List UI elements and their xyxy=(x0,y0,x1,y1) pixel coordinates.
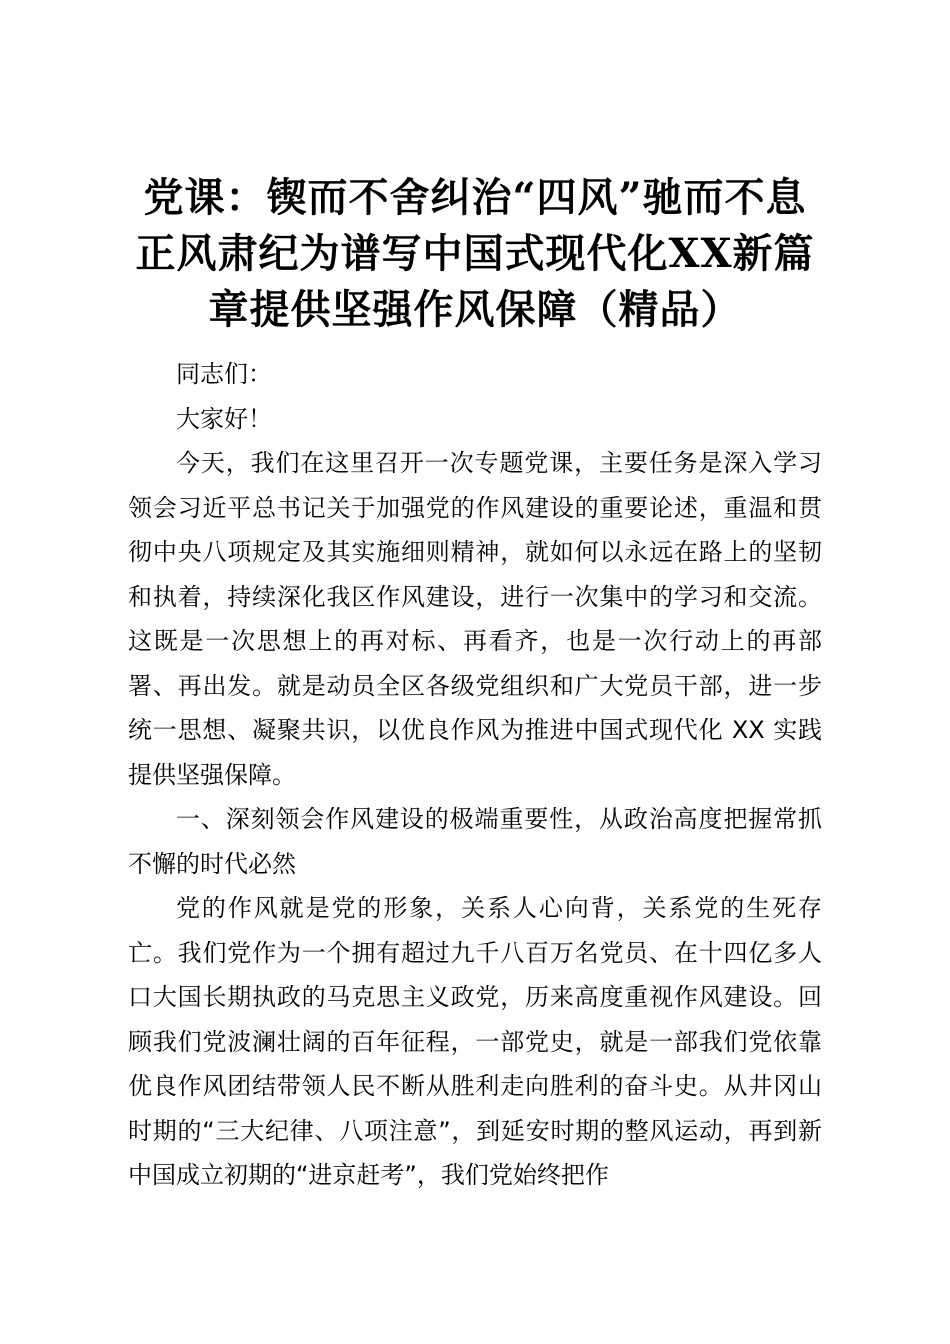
section-heading-1: 一、深刻领会作风建设的极端重要性，从政治高度把握常抓不懈的时代必然 xyxy=(128,805,822,878)
body-paragraph-intro: 今天，我们在这里召开一次专题党课，主要任务是深入学习领会习近平总书记关于加强党的作风建设的重要论述，重温和贯彻中央八项规定及其实施细则精神，就如何以永远在路上的坚韧和执着，持续深化我区作风建设，进行一次集中的学习和交流。这既是一次思想上的再对标、再看齐，也是一次行动上的再部署、再出发。就是动员全区各级党组织和广大党员干部，进一步统一思想、凝聚共识，以优良作风为推进中国式现代化 XX 实践提供坚强保障。 xyxy=(128,449,822,789)
greeting: 大家好！ xyxy=(176,404,272,433)
title-line-1: 党课：锲而不舍纠治“四风”驰而不息 xyxy=(143,174,807,221)
body-paragraph-section-1: 党的作风就是党的形象，关系人心向背，关系党的生死存亡。我们党作为一个拥有超过九千八百万名党员、在十四亿多人口大国长期执政的马克思主义政党，历来高度重视作风建设。回顾我们党波澜壮阔的百年征程，一部党史，就是一部我们党依靠优良作风团结带领人民不断从胜利走向胜利的奋斗史。从井冈山时期的“三大纪律、八项注意”，到延安时期的整风运动，再到新中国成立初期的“进京赶考”，我们党始终把作 xyxy=(128,894,822,1189)
document-title xyxy=(128,170,822,338)
document-page xyxy=(128,170,822,1198)
salutation: 同志们： xyxy=(176,360,272,388)
title-line-2: 正风肃纪为谱写中国式现代化XX新篇 xyxy=(135,230,815,277)
title-line-3: 章提供坚强作风保障（精品） xyxy=(208,286,742,333)
